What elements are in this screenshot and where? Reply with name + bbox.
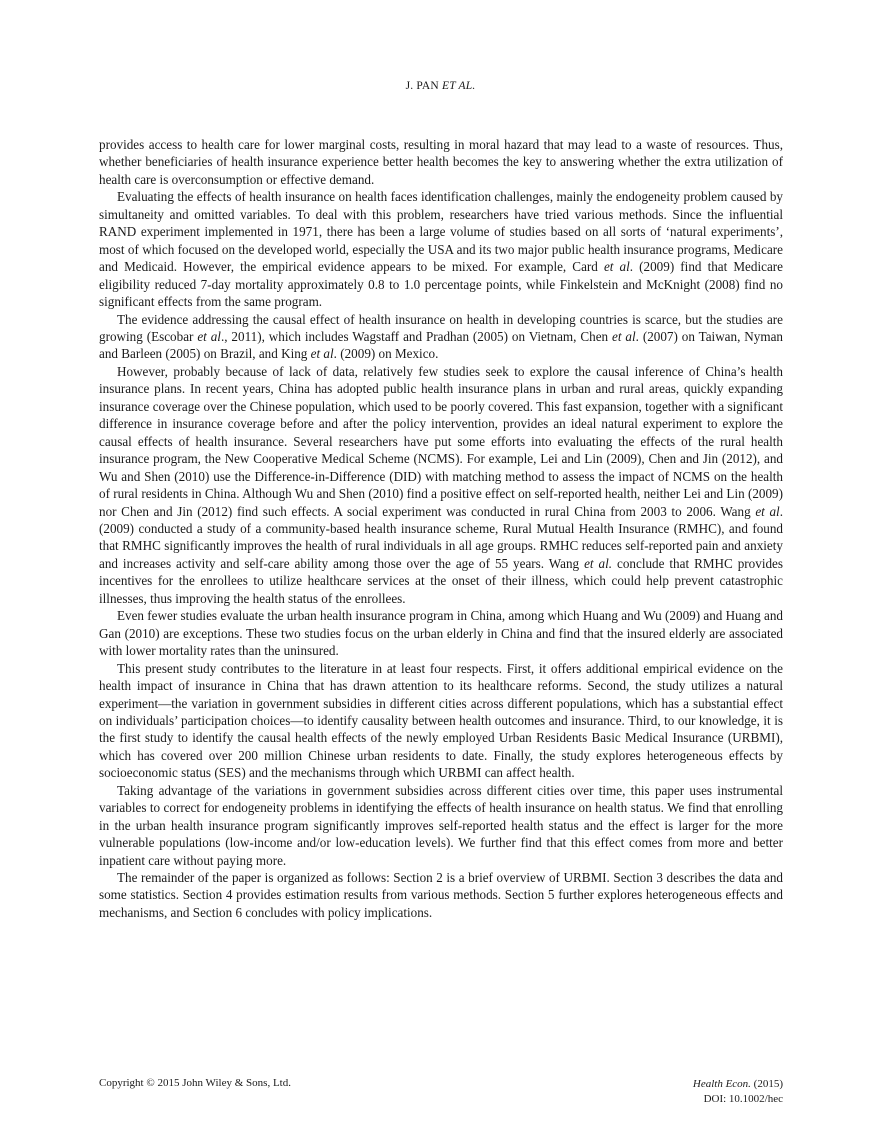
italic-text: et al. [584,555,613,571]
footer-journal-line [693,1077,783,1092]
article-body [99,136,783,921]
text-run: This present study contributes to the literature in at least four respects. First, it offers additional empirical evidence on the health impact of insurance in China that has drawn attention to its healthcare reforms. Second, the study utilizes a natural experiment—the variation in government subsidies in different cities across different populations, which has a substantial effect on individuals’ participation choices—to identify causality between health outcomes and insurance. Third, to our knowledge, it is the first study to identify the causal health effects of the newly employed Urban Residents Basic Medical Insurance (URBMI), which has covered over 200 million Chinese urban residents to date. Finally, the study explores heterogeneous effects by socioeconomic status (SES) and the mechanisms through which URBMI can affect health. [99,660,783,781]
paragraph [99,660,783,782]
text-run: . (2009) conducted a study of a community-based health insurance scheme, Rural Mutual Health Insurance (RMHC), and found that RMHC significantly improves the health of rural individuals in all age groups. RMHC reduces self-reported pain and anxiety and increases activity and self-care ability among those over the age of 55 years. Wang [99,503,783,571]
text-run: Evaluating the effects of health insurance on health faces identification challenges, mainly the endogeneity problem caused by simultaneity and omitted variables. To deal with this problem, researchers have tried various methods. Since the influential RAND experiment implemented in 1971, there has been a large volume of studies based on all sorts of ‘natural experiments’, most of which focused on the developed world, especially the USA and its two major public health insurance programs, Medicare and Medicaid. However, the empirical evidence appears to be mixed. For example, Card [99,189,783,275]
text-run: Taking advantage of the variations in government subsidies across different cities over time, this paper uses instrumental variables to correct for endogeneity problems in identifying the effects of health insurance on health status. We find that enrolling in the urban health insurance program significantly improves self-reported health status and the effect is larger for the more vulnerable populations (low-income and/or low-education levels). We further find that this effect comes from more and better inpatient care without paying more. [99,782,783,868]
text-run: . (2007) on Taiwan, Nyman and Barleen (2005) on Brazil, and King [99,328,783,362]
footer-copyright: Copyright © 2015 John Wiley & Sons, Ltd. [99,1077,291,1089]
paragraph [99,607,783,659]
italic-text: et al [197,328,221,344]
paragraph [99,782,783,869]
italic-text: et al [310,346,334,362]
running-head-etal: ET AL. [442,80,476,92]
text-run: . (2009) on Mexico. [333,346,439,362]
paragraph [99,136,783,188]
text-run: Even fewer studies evaluate the urban health insurance program in China, among which Huang and Wu (2009) and Huang and Gan (2010) are exceptions. These two studies focus on the urban elderly in China and find that the insured elderly are associated with lower mortality rates than the uninsured. [99,608,783,659]
paragraph [99,188,783,310]
footer-year: (2015) [753,1078,783,1090]
italic-text: et al [612,328,636,344]
footer-doi: DOI: 10.1002/hec [703,1093,783,1105]
italic-text: et al [603,259,630,275]
text-run: The remainder of the paper is organized as follows: Section 2 is a brief overview of URBMI. Section 3 describes the data and some statistics. Section 4 provides estimation results from various methods. Section 5 further explores heterogeneous effects and mechanisms, and Section 6 concludes with policy implications. [99,870,783,920]
text-run: provides access to health care for lower marginal costs, resulting in moral hazard that may lead to a waste of resources. Thus, whether beneficiaries of health insurance experience better health becomes the key to answering whether the extra utilization of health care is overconsumption or effective demand. [99,137,783,187]
footer-journal: Health Econ. [692,1078,751,1090]
paragraph [99,311,783,363]
text-run: ., 2011), which includes Wagstaff and Pradhan (2005) on Vietnam, Chen [220,328,613,344]
footer-citation [693,1077,783,1107]
text-run: . (2009) find that Medicare eligibility reduced 7-day mortality approximately 0.8 to 1.0 percentage points, while Finkelstein and McKnight (2008) find no significant effects from the same program. [99,259,783,310]
paragraph [99,869,783,921]
running-head-author: J. PAN [405,80,439,92]
text-run: The evidence addressing the causal effect of health insurance on health in developing countries is scarce, but the studies are growing (Escobar [99,311,783,344]
italic-text: et al [755,503,780,519]
text-run: However, probably because of lack of data, relatively few studies seek to explore the causal inference of China’s health insurance plans. In recent years, China has adopted public health insurance plans in urban and rural areas, quickly expanding insurance coverage over the Chinese population, which used to be poorly covered. This fast expansion, together with a significant difference in insurance coverage before and after the policy intervention, provides an ideal natural experiment to explore the causal effects of health insurance. Several researchers have put some efforts into evaluating the effects of the rural health insurance program, the New Cooperative Medical Scheme (NCMS). For example, Lei and Lin (2009), Chen and Jin (2012), and Wu and Shen (2010) use the Difference-in-Difference (DID) with matching method to assess the impact of NCMS on the health of rural residents in China. Although Wu and Shen (2010) find a positive effect on self-reported health, neither Lei and Lin (2009) nor Chen and Jin (2012) find such effects. A social experiment was conducted in rural China from 2003 to 2006. Wang [99,363,783,519]
text-run: conclude that RMHC provides incentives for the enrollees to utilize healthcare services at the onset of their illness, which could help prevent catastrophic illnesses, thus improving the health status of the enrollees. [99,555,783,606]
running-head [0,80,881,92]
paragraph [99,363,783,607]
